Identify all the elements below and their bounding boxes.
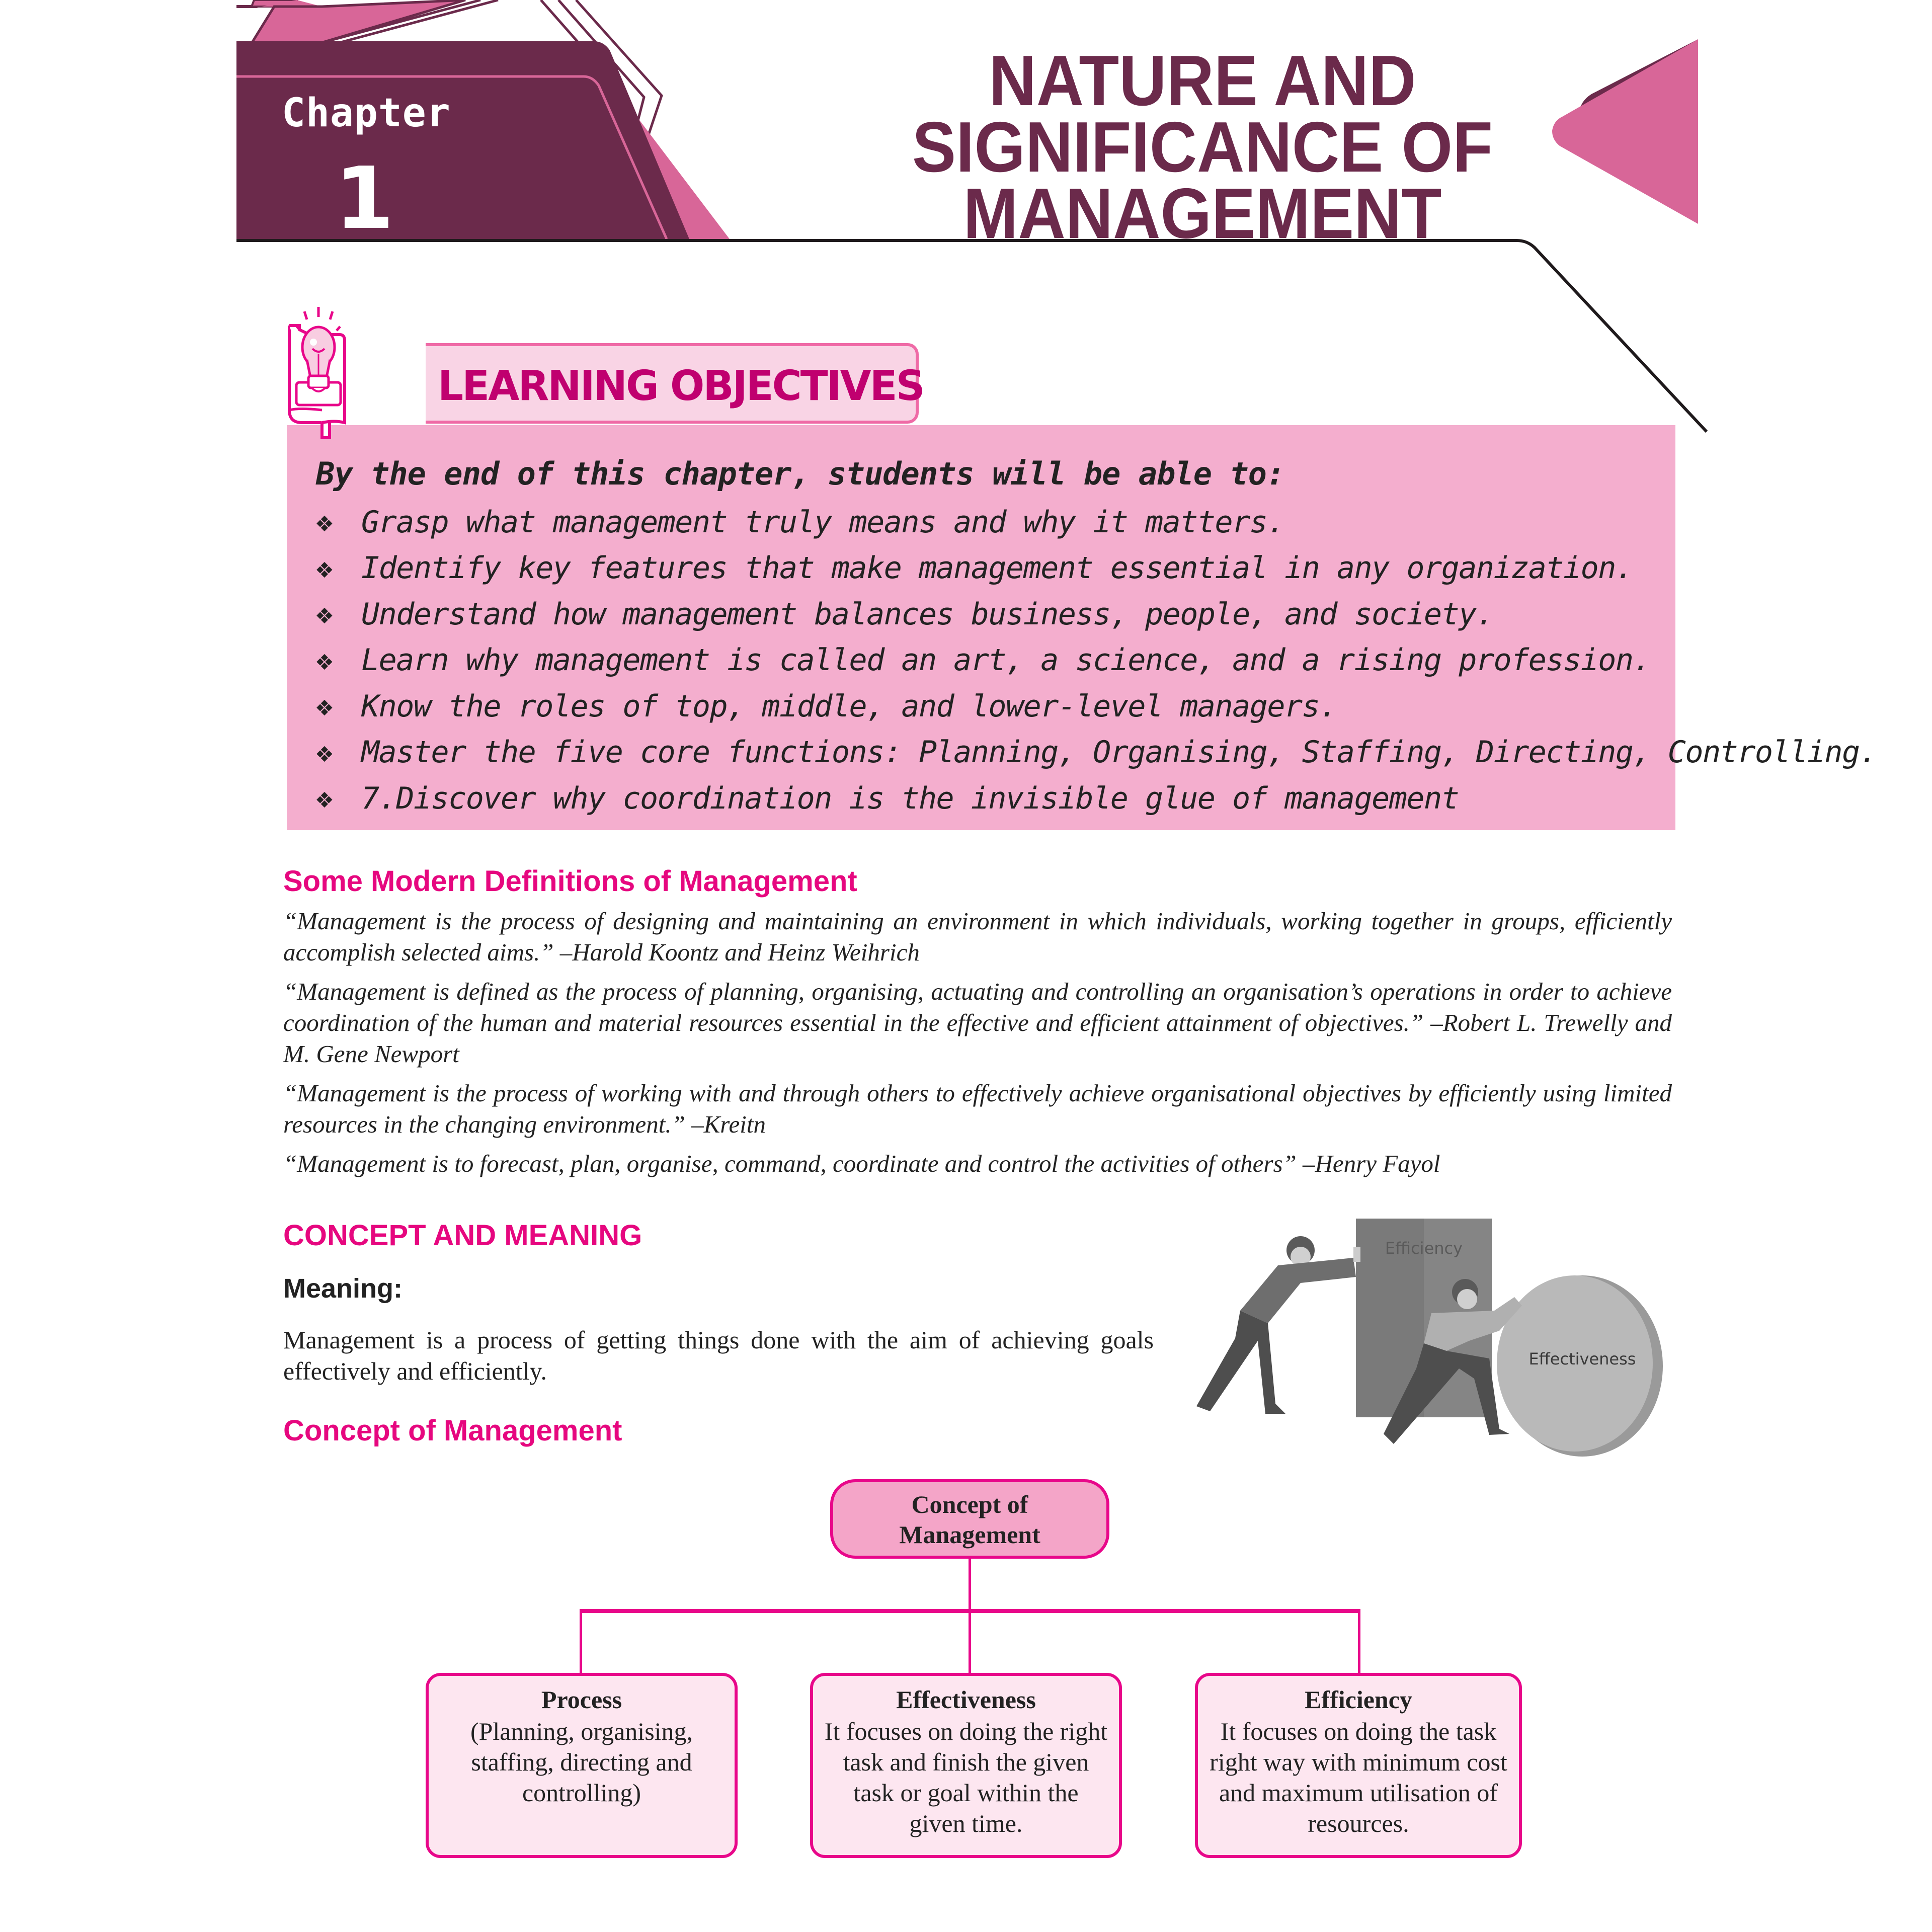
pillar-label: Efficiency — [1385, 1239, 1463, 1258]
diamond-bullet-icon: ❖ — [316, 598, 333, 631]
objective-text: Identify key features that make management essential in any organization. — [361, 550, 1633, 586]
learning-objectives-intro: By the end of this chapter, students will be able to: — [316, 455, 1285, 492]
definition-item: “Management is to forecast, plan, organise, command, coordinate and control the activities of others” –Henry Fayol — [283, 1150, 1440, 1177]
connector-line — [1358, 1609, 1360, 1673]
root-line-2: Management — [899, 1520, 1040, 1549]
node-title: Process — [541, 1685, 622, 1714]
chapter-label: Chapter — [282, 91, 451, 136]
learning-objectives-list — [316, 499, 1877, 822]
definitions-list — [283, 906, 1672, 1187]
objective-item — [316, 545, 1877, 592]
node-body: It focuses on doing the task right way with minimum cost and maximum utilisation of resources. — [1210, 1717, 1507, 1837]
objective-item — [316, 591, 1877, 637]
node-body: It focuses on doing the right task and finish the given task or goal within the given time. — [824, 1717, 1108, 1837]
chapter-title-line-1: NATURE AND — [989, 41, 1416, 121]
chapter-number: 1 — [335, 149, 394, 249]
efficiency-node — [1195, 1673, 1522, 1858]
objective-item — [316, 775, 1877, 822]
objective-item — [316, 499, 1877, 545]
root-line-1: Concept of — [911, 1490, 1028, 1518]
definitions-heading: Some Modern Definitions of Management — [283, 865, 857, 898]
objective-item — [316, 637, 1877, 684]
objective-item — [316, 730, 1877, 776]
connector-line — [969, 1609, 971, 1673]
definition-item: “Management is the process of working with and through others to effectively achieve organisational objectives by efficiently using limited resources in the changing environment.” –Kreitn — [283, 1079, 1672, 1138]
objective-text: Learn why management is called an art, a science, and a rising profession. — [361, 642, 1651, 678]
meaning-text: Management is a process of getting things done with the aim of achieving goals effectively and efficiently. — [283, 1326, 1154, 1385]
connector-line — [580, 1609, 1360, 1613]
diamond-bullet-icon: ❖ — [316, 551, 333, 585]
diamond-bullet-icon: ❖ — [316, 782, 333, 815]
connector-line — [969, 1559, 971, 1610]
connector-line — [580, 1609, 582, 1673]
efficiency-effectiveness-illustration — [1187, 1218, 1691, 1479]
effectiveness-node — [810, 1673, 1122, 1858]
lightbulb-scroll-icon — [279, 294, 430, 445]
concept-of-management-heading: Concept of Management — [283, 1414, 622, 1447]
objective-item — [316, 683, 1877, 730]
process-node — [426, 1673, 738, 1858]
node-title: Efficiency — [1305, 1685, 1412, 1714]
chapter-title-line-3: MANAGEMENT — [963, 174, 1442, 254]
definition-item: “Management is the process of designing and maintaining an environment in which individuals, working together in groups, efficiently accomplish selected aims.” –Harold Koontz and Heinz Weihrich — [283, 907, 1672, 966]
objective-text: Know the roles of top, middle, and lower-level managers. — [361, 688, 1337, 724]
objective-text: Understand how management balances business, people, and society. — [361, 596, 1494, 632]
meaning-label: Meaning: — [283, 1273, 403, 1304]
learning-objectives-heading: LEARNING OBJECTIVES — [438, 362, 924, 410]
objective-text: Master the five core functions: Planning, Organising, Staffing, Directing, Controlling. — [361, 735, 1877, 770]
diamond-bullet-icon: ❖ — [316, 643, 333, 677]
diamond-bullet-icon: ❖ — [316, 736, 333, 769]
concept-meaning-heading: CONCEPT AND MEANING — [283, 1219, 642, 1252]
node-title: Effectiveness — [896, 1685, 1036, 1714]
concept-root-node — [830, 1479, 1109, 1559]
objective-text: Grasp what management truly means and why it matters. — [361, 504, 1285, 540]
chapter-title — [883, 41, 1522, 254]
objective-text: 7.Discover why coordination is the invisible glue of management — [361, 780, 1459, 816]
node-body: (Planning, organising, staffing, directing and controlling) — [470, 1717, 693, 1807]
chapter-title-line-2: SIGNIFICANCE OF — [912, 107, 1493, 187]
diamond-bullet-icon: ❖ — [316, 690, 333, 723]
definition-item: “Management is defined as the process of planning, organising, actuating and controlling an organisation’s operations in order to achieve coordination of the human and material resources essential in the effective and efficient attainment of objectives.” –Robert L. Trewelly and M. Gene Newport — [283, 978, 1672, 1068]
disc-label: Effectiveness — [1528, 1349, 1636, 1369]
diamond-bullet-icon: ❖ — [316, 506, 333, 539]
